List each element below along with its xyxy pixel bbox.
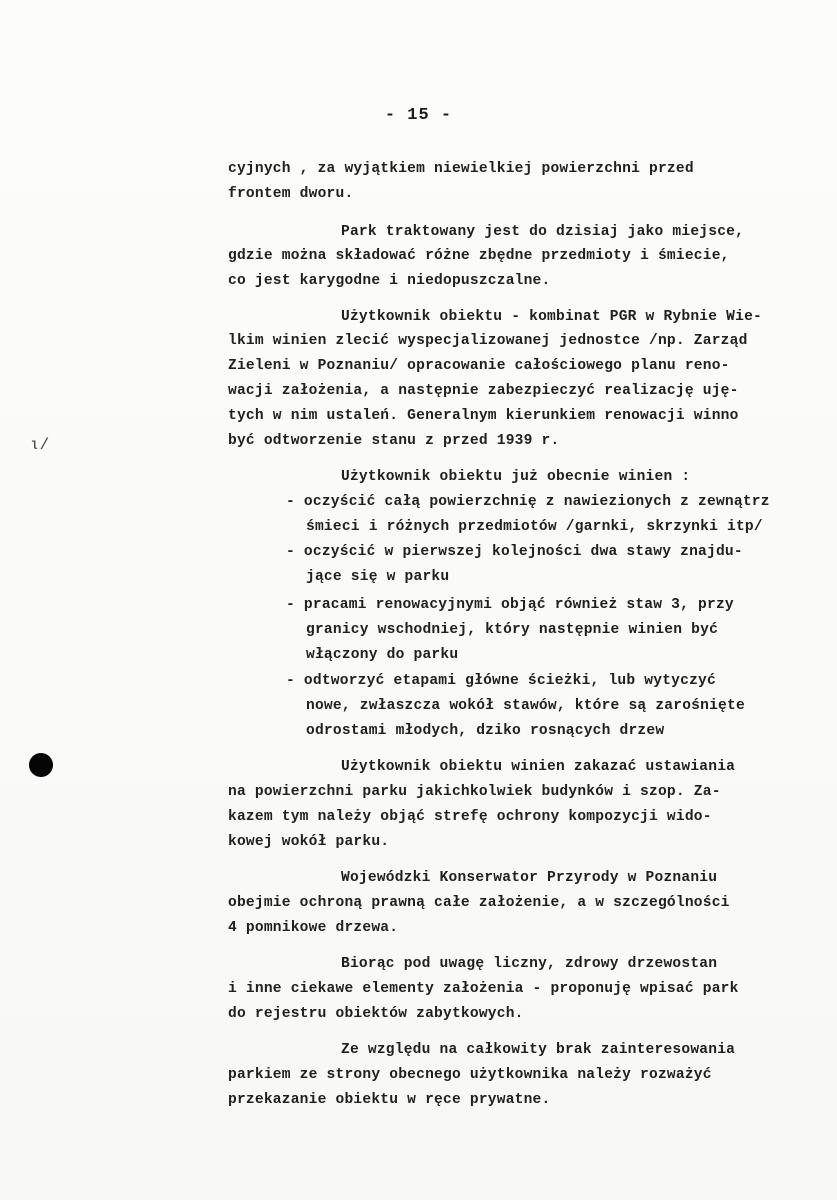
page-number: - 15 -: [384, 106, 453, 125]
text-line: Ze względu na całkowity brak zainteresowania: [341, 1042, 736, 1058]
text-line: wacji założenia, a następnie zabezpieczyć realizację uję-: [228, 383, 739, 399]
text-line: frontem dworu.: [228, 186, 354, 202]
text-line: Użytkownik obiektu - kombinat PGR w Rybnie Wie-: [341, 309, 763, 325]
text-line: cyjnych , za wyjątkiem niewielkiej powierzchni przed: [228, 161, 694, 177]
text-line: przekazanie obiektu w ręce prywatne.: [228, 1092, 551, 1108]
text-line: śmieci i różnych przedmiotów /garnki, skrzynki itp/: [306, 519, 763, 535]
list-item: - oczyścić w pierwszej kolejności dwa stawy znajdu-: [286, 544, 743, 560]
text-line: nowe, zwłaszcza wokół stawów, które są zarośnięte: [306, 698, 745, 714]
text-line: Zieleni w Poznaniu/ opracowanie całościowego planu reno-: [228, 358, 730, 374]
list-item: - pracami renowacyjnymi objąć również staw 3, przy: [286, 597, 734, 613]
text-line: i inne ciekawe elementy założenia - proponuję wpisać park: [228, 981, 739, 997]
text-line: do rejestru obiektów zabytkowych.: [228, 1006, 524, 1022]
text-line: obejmie ochroną prawną całe założenie, a w szczególności: [228, 895, 730, 911]
list-item: - oczyścić całą powierzchnię z nawiezionych z zewnątrz: [286, 494, 770, 510]
list-item: - odtworzyć etapami główne ścieżki, lub wytyczyć: [286, 673, 716, 689]
text-line: 4 pomnikowe drzewa.: [228, 920, 399, 936]
punch-hole-mark: [29, 753, 53, 777]
margin-annotation: ɩ/: [30, 436, 50, 454]
text-line: jące się w parku: [306, 569, 450, 585]
text-line: kazem tym należy objąć strefę ochrony kompozycji wido-: [228, 809, 712, 825]
text-line: co jest karygodne i niedopuszczalne.: [228, 273, 551, 289]
text-line: być odtworzenie stanu z przed 1939 r.: [228, 433, 560, 449]
text-line: Użytkownik obiektu już obecnie winien :: [341, 469, 691, 485]
text-line: na powierzchni parku jakichkolwiek budynków i szop. Za-: [228, 784, 721, 800]
text-line: Wojewódzki Konserwator Przyrody w Poznaniu: [341, 870, 718, 886]
text-line: gdzie można składować różne zbędne przedmioty i śmiecie,: [228, 248, 730, 264]
text-line: włączony do parku: [306, 647, 459, 663]
text-line: granicy wschodniej, który następnie winien być: [306, 622, 719, 638]
text-line: odrostami młodych, dziko rosnących drzew: [306, 723, 665, 739]
text-line: Park traktowany jest do dzisiaj jako miejsce,: [341, 224, 745, 240]
text-line: lkim winien zlecić wyspecjalizowanej jednostce /np. Zarząd: [228, 333, 748, 349]
text-line: tych w nim ustaleń. Generalnym kierunkiem renowacji winno: [228, 408, 739, 424]
text-line: Użytkownik obiektu winien zakazać ustawiania: [341, 759, 736, 775]
text-line: Biorąc pod uwagę liczny, zdrowy drzewostan: [341, 956, 718, 972]
text-line: kowej wokół parku.: [228, 834, 390, 850]
text-line: parkiem ze strony obecnego użytkownika należy rozważyć: [228, 1067, 712, 1083]
